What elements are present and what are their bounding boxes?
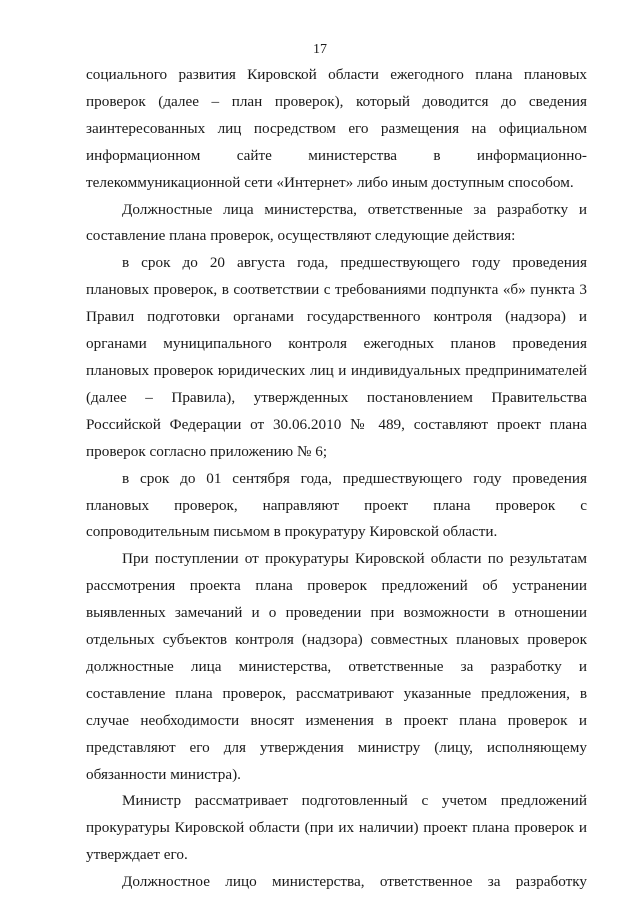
paragraph: Министр рассматривает подготовленный с учетом предложений прокуратуры Кировской области (при их наличии) проект плана проверок и утверждает его. [86, 792, 587, 864]
page-number: 17 [313, 42, 327, 57]
paragraph: социального развития Кировской области ежегодного плана плановых проверок (далее – план проверок), который доводится до сведения заинтересованных лиц посредством его размещения на официальном информационном сайте министерства в информационно-телекоммуникационной сети «Интернет» либо иным доступным способом. [86, 66, 587, 191]
paragraph: При поступлении от прокуратуры Кировской области по результатам рассмотрения проекта плана проверок предложений об устранении выявленных замечаний и о проведении при возможности в отношении отдельных субъектов контроля (надзора) совместных плановых проверок должностные лица министерства, ответственные за разработку и составление плана проверок, рассматривают указанные предложения, в случае необходимости вносят изменения в проект плана проверок и представляют его для утверждения министру (лицу, исполняющему обязанности министра). [86, 550, 587, 783]
paragraph: в срок до 01 сентября года, предшествующего году проведения плановых проверок, направляют проект плана проверок с сопроводительным письмом в прокуратуру Кировской области. [86, 469, 587, 541]
document-body [86, 62, 587, 896]
paragraph: Должностные лица министерства, ответственные за разработку и составление плана проверок, осуществляют следующие действия: [86, 200, 587, 245]
paragraph: Должностное лицо министерства, ответственное за разработку [122, 873, 587, 891]
paragraph: в срок до 20 августа года, предшествующего году проведения плановых проверок, в соответствии с требованиями подпункта «б» пункта 3 Правил подготовки органами государственного контроля (надзора) и органами муниципального контроля ежегодных планов проведения плановых проверок юридических лиц и индивидуальных предпринимателей (далее – Правила), утвержденных постановлением Правительства Российской Федерации от 30.06.2010 № 489, составляют проект плана проверок согласно приложению № 6; [86, 254, 587, 460]
